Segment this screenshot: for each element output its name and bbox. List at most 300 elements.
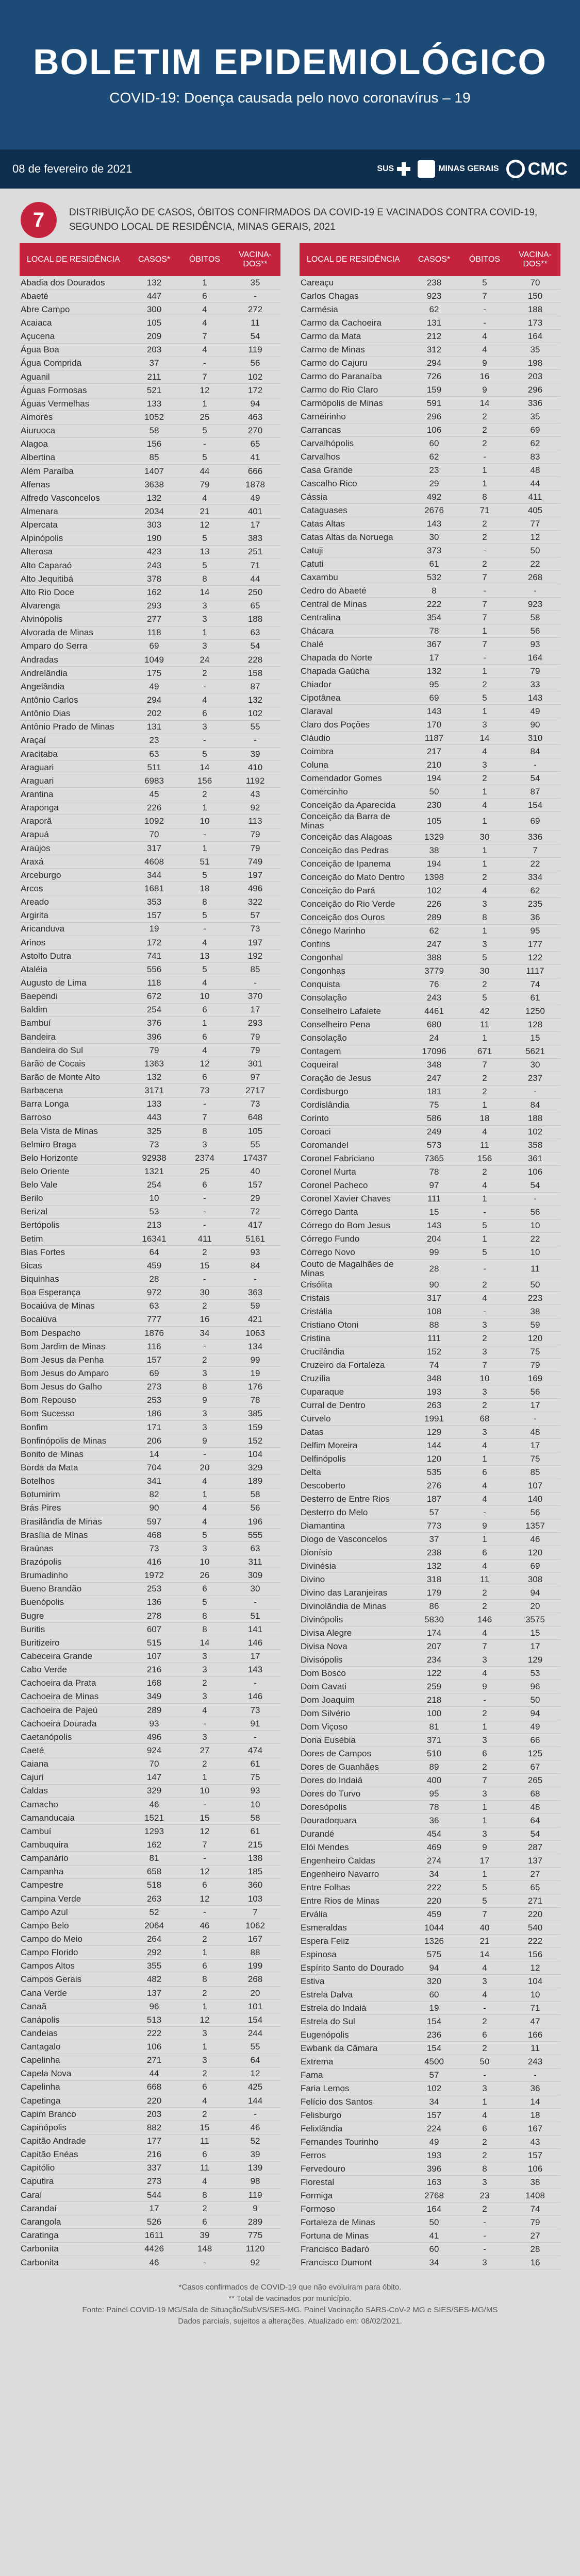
cell-casos: 271: [129, 2054, 179, 2067]
table-row: [300, 1667, 560, 1680]
cell-vacinados: 48: [510, 1426, 560, 1439]
cell-local: Córrego Fundo: [300, 1233, 409, 1246]
table-row: [20, 667, 280, 680]
cell-local: Dores do Turvo: [300, 1787, 409, 1801]
cell-obitos: 5: [459, 992, 510, 1005]
cell-obitos: 3: [459, 2176, 510, 2189]
cell-obitos: 3: [179, 2054, 230, 2067]
cell-vacinados: 250: [230, 586, 280, 599]
cell-casos: 137: [129, 1987, 179, 2000]
table-row: [300, 678, 560, 691]
table-row: [20, 2027, 280, 2040]
cell-obitos: 12: [179, 1866, 230, 1879]
cell-local: Bom Jesus do Amparo: [20, 1367, 129, 1380]
table-row: [20, 397, 280, 411]
cell-casos: 57: [409, 2069, 459, 2082]
cell-casos: 187: [409, 1493, 459, 1506]
cell-vacinados: 61: [510, 992, 560, 1005]
table-row: [20, 2148, 280, 2162]
cell-vacinados: 98: [230, 2175, 280, 2189]
cell-obitos: 6: [179, 1960, 230, 1973]
cell-obitos: 1: [179, 626, 230, 640]
table-row: [20, 976, 280, 990]
cell-obitos: 11: [179, 2162, 230, 2175]
cell-casos: 349: [129, 1690, 179, 1704]
cell-obitos: 3: [179, 640, 230, 653]
cell-vacinados: 188: [510, 1112, 560, 1126]
cell-vacinados: 75: [230, 1771, 280, 1785]
cell-casos: 143: [409, 705, 459, 718]
table-row: [20, 1259, 280, 1273]
cell-vacinados: 74: [510, 2202, 560, 2216]
cell-vacinados: -: [510, 1412, 560, 1426]
cell-vacinados: 189: [230, 1475, 280, 1488]
cell-vacinados: 289: [230, 2215, 280, 2229]
cell-vacinados: 87: [230, 680, 280, 693]
table-row: [20, 519, 280, 532]
cell-casos: 226: [129, 801, 179, 815]
cell-local: Dores do Indaiá: [300, 1774, 409, 1787]
cell-obitos: 2374: [179, 1151, 230, 1165]
cell-casos: 575: [409, 1948, 459, 1961]
cell-vacinados: 199: [230, 1960, 280, 1973]
table-row: [20, 2189, 280, 2202]
cell-obitos: 6: [179, 1030, 230, 1044]
cell-vacinados: 61: [230, 1757, 280, 1771]
cell-obitos: 6: [179, 1071, 230, 1084]
cell-local: Arapuá: [20, 828, 129, 842]
cell-obitos: 411: [179, 1232, 230, 1246]
table-row: [300, 1032, 560, 1045]
cell-casos: 132: [129, 1071, 179, 1084]
cell-local: Cruzília: [300, 1372, 409, 1385]
cell-local: Chiador: [300, 678, 409, 691]
cell-vacinados: -: [230, 290, 280, 303]
table-row: [20, 2202, 280, 2215]
cell-casos: 75: [409, 1099, 459, 1112]
cell-local: Cascalho Rico: [300, 477, 409, 490]
cell-casos: 60: [409, 1988, 459, 2002]
cell-obitos: 6: [179, 1879, 230, 1892]
table-row: [20, 1381, 280, 1394]
cell-local: Bandeira: [20, 1030, 129, 1044]
table-row: [20, 1515, 280, 1529]
table-row: [20, 748, 280, 761]
cell-vacinados: 43: [230, 788, 280, 801]
cell-local: Acaiaca: [20, 316, 129, 330]
table-row: [300, 1787, 560, 1801]
cell-local: Brumadinho: [20, 1569, 129, 1583]
table-row: [20, 707, 280, 721]
cell-obitos: 2: [459, 2149, 510, 2162]
cell-vacinados: 61: [230, 1825, 280, 1838]
cell-local: Conceição da Aparecida: [300, 799, 409, 812]
cell-local: Divinolândia de Minas: [300, 1600, 409, 1613]
cell-vacinados: 48: [510, 1801, 560, 1814]
table-row: [300, 1573, 560, 1586]
cell-local: Estrela do Sul: [300, 2015, 409, 2028]
table-row: [20, 546, 280, 559]
table-row: [300, 1801, 560, 1814]
cell-obitos: 6: [179, 2148, 230, 2162]
cell-obitos: 3: [459, 2082, 510, 2095]
cell-casos: 704: [129, 1461, 179, 1475]
cell-local: Dona Eusébia: [300, 1734, 409, 1747]
table-row: [300, 1948, 560, 1961]
cell-local: Carmo da Mata: [300, 330, 409, 343]
cell-local: Crisólita: [300, 1278, 409, 1292]
table-row: [20, 1273, 280, 1286]
logos: [377, 159, 568, 179]
table-row: [20, 1286, 280, 1300]
table-row: [300, 437, 560, 450]
cell-vacinados: 68: [510, 1787, 560, 1801]
cell-local: Coimbra: [300, 745, 409, 758]
table-row: [20, 1690, 280, 1704]
cell-casos: 157: [409, 2109, 459, 2122]
cell-local: Cuparaque: [300, 1385, 409, 1399]
cell-casos: 726: [409, 370, 459, 383]
cell-obitos: 21: [459, 1935, 510, 1948]
cell-vacinados: -: [230, 1273, 280, 1286]
cell-casos: 277: [129, 613, 179, 626]
cell-local: Amparo do Serra: [20, 640, 129, 653]
cell-local: Biquinhas: [20, 1273, 129, 1286]
table-row: [20, 2121, 280, 2134]
table-row: [300, 276, 560, 290]
cell-vacinados: 11: [510, 1260, 560, 1279]
header-local: LOCAL DE RESIDÊNCIA: [300, 243, 409, 276]
footnote-line: *Casos confirmados de COVID-19 que não evoluíram para óbito.: [178, 2283, 402, 2292]
cell-obitos: -: [179, 1717, 230, 1731]
cell-local: Claraval: [300, 705, 409, 718]
table-row: [300, 1005, 560, 1019]
cell-vacinados: 22: [510, 1233, 560, 1246]
cell-local: Ervália: [300, 1908, 409, 1921]
table-row: [300, 1260, 560, 1279]
cell-obitos: 8: [179, 1381, 230, 1394]
cell-vacinados: 144: [230, 2094, 280, 2108]
cell-vacinados: 197: [230, 869, 280, 882]
table-row: [300, 1479, 560, 1493]
table-row: [20, 1408, 280, 1421]
cell-obitos: 3: [459, 898, 510, 911]
cell-casos: 354: [409, 611, 459, 624]
cell-obitos: 1: [459, 2095, 510, 2109]
cell-vacinados: 223: [510, 1292, 560, 1305]
cell-obitos: 4: [179, 316, 230, 330]
cell-obitos: -: [179, 2256, 230, 2270]
table-row: [20, 1529, 280, 1542]
table-row: [300, 885, 560, 898]
cell-vacinados: 370: [230, 990, 280, 1003]
cell-casos: 373: [409, 544, 459, 557]
table-caption-text: DISTRIBUIÇÃO DE CASOS, ÓBITOS CONFIRMADOS DA COVID-19 E VACINADOS CONTRA COVID-19, SEGUNDO LOCAL DE RESIDÊNCIA, MINAS GERAIS, 2021: [69, 207, 538, 232]
cell-casos: 209: [129, 330, 179, 344]
cell-casos: 157: [129, 909, 179, 923]
cell-vacinados: 40: [230, 1165, 280, 1178]
cell-casos: 341: [129, 1475, 179, 1488]
table-row: [20, 2108, 280, 2121]
cell-obitos: 1: [459, 624, 510, 638]
cell-vacinados: 251: [230, 546, 280, 559]
cell-obitos: 3: [179, 1690, 230, 1704]
table-row: [20, 1609, 280, 1623]
cell-vacinados: 2717: [230, 1084, 280, 1097]
table-row: [300, 1935, 560, 1948]
cell-local: Belo Horizonte: [20, 1151, 129, 1165]
cell-casos: 3638: [129, 478, 179, 492]
cell-casos: 156: [129, 438, 179, 451]
cell-casos: 276: [409, 1479, 459, 1493]
cell-local: Campos Gerais: [20, 1973, 129, 1987]
table-row: [20, 1798, 280, 1811]
cell-local: Cajuri: [20, 1771, 129, 1785]
cell-vacinados: 134: [230, 1340, 280, 1353]
cell-vacinados: 56: [510, 1506, 560, 1519]
cell-casos: 348: [409, 1372, 459, 1385]
cell-local: Curvelo: [300, 1412, 409, 1426]
cell-obitos: 6: [179, 290, 230, 303]
cell-vacinados: 96: [510, 1680, 560, 1693]
cell-casos: 511: [129, 761, 179, 774]
cell-local: Alfredo Vasconcelos: [20, 492, 129, 505]
cell-local: Cipotânea: [300, 691, 409, 705]
table-row: [20, 1636, 280, 1650]
table-row: [300, 831, 560, 844]
cell-local: Chapada do Norte: [300, 651, 409, 665]
cell-vacinados: 99: [230, 1353, 280, 1367]
cell-vacinados: 1117: [510, 965, 560, 978]
cell-casos: 459: [129, 1259, 179, 1273]
cell-casos: 220: [409, 1894, 459, 1908]
cell-casos: 49: [129, 680, 179, 693]
cell-local: Caratinga: [20, 2229, 129, 2242]
table-row: [300, 925, 560, 938]
cell-vacinados: 106: [510, 1166, 560, 1179]
cell-casos: 94: [409, 1961, 459, 1975]
cell-casos: 289: [129, 1704, 179, 1717]
table-row: [300, 1560, 560, 1573]
cell-obitos: 8: [459, 911, 510, 925]
cell-casos: 116: [129, 1340, 179, 1353]
cell-local: Ewbank da Câmara: [300, 2042, 409, 2055]
cell-local: Doresópolis: [300, 1801, 409, 1814]
cell-obitos: 17: [459, 1854, 510, 1868]
table-row: [20, 1475, 280, 1488]
cell-vacinados: 154: [510, 799, 560, 812]
cell-casos: 131: [129, 721, 179, 734]
table-row: [300, 691, 560, 705]
cell-casos: 164: [409, 2202, 459, 2216]
cell-obitos: 30: [459, 965, 510, 978]
cell-vacinados: 177: [510, 938, 560, 952]
cell-vacinados: 51: [230, 1609, 280, 1623]
table-row: [300, 965, 560, 978]
cell-vacinados: 9: [230, 2202, 280, 2215]
cell-obitos: 2: [179, 1933, 230, 1946]
cell-vacinados: 33: [510, 678, 560, 691]
cell-obitos: 1: [179, 1488, 230, 1502]
cell-local: Brasília de Minas: [20, 1529, 129, 1542]
cell-casos: 81: [129, 1852, 179, 1865]
table-row: [20, 1717, 280, 1731]
table-row: [300, 1072, 560, 1086]
cell-obitos: 6: [179, 2215, 230, 2229]
cell-vacinados: 50: [510, 1278, 560, 1292]
cell-casos: 69: [409, 691, 459, 705]
cell-obitos: -: [179, 680, 230, 693]
cell-casos: 1407: [129, 465, 179, 478]
cell-vacinados: 222: [510, 1935, 560, 1948]
table-row: [300, 1653, 560, 1667]
cell-local: Bela Vista de Minas: [20, 1125, 129, 1138]
cell-casos: 212: [409, 330, 459, 343]
cell-vacinados: 336: [510, 397, 560, 410]
cell-obitos: 671: [459, 1045, 510, 1059]
cell-vacinados: 35: [510, 343, 560, 357]
cell-vacinados: 158: [230, 667, 280, 680]
cell-casos: 10: [129, 1192, 179, 1206]
cell-local: Conceição das Pedras: [300, 844, 409, 858]
cell-local: Conceição da Barra de Minas: [300, 812, 409, 831]
cell-obitos: 3: [179, 599, 230, 613]
table-row: [300, 1680, 560, 1693]
cell-local: Aricanduva: [20, 923, 129, 936]
cell-vacinados: 73: [230, 1098, 280, 1111]
cell-local: Caxambu: [300, 571, 409, 584]
cell-casos: 154: [409, 2015, 459, 2028]
cell-vacinados: 363: [230, 1286, 280, 1300]
cell-obitos: 16: [459, 370, 510, 383]
cell-vacinados: 334: [510, 871, 560, 885]
cell-obitos: 3: [459, 1653, 510, 1667]
table-row: [300, 397, 560, 410]
cell-obitos: 7: [179, 1111, 230, 1125]
cell-local: Alvorada de Minas: [20, 626, 129, 640]
cell-vacinados: 93: [230, 1246, 280, 1259]
table-row: [300, 370, 560, 383]
cell-local: Fortuna de Minas: [300, 2229, 409, 2243]
cell-casos: 482: [129, 1973, 179, 1987]
cell-vacinados: 5161: [230, 1232, 280, 1246]
cell-local: Brasilândia de Minas: [20, 1515, 129, 1529]
cell-obitos: 42: [459, 1005, 510, 1019]
cell-vacinados: -: [230, 1731, 280, 1744]
cell-casos: 168: [129, 1677, 179, 1690]
cell-vacinados: 107: [510, 1479, 560, 1493]
cell-obitos: 14: [459, 1948, 510, 1961]
table-row: [20, 1785, 280, 1798]
cell-local: Alto Rio Doce: [20, 586, 129, 599]
table-row: [20, 1327, 280, 1340]
cell-obitos: 9: [459, 383, 510, 397]
cell-local: Córrego do Bom Jesus: [300, 1219, 409, 1233]
cell-casos: 53: [129, 1206, 179, 1219]
table-row: [20, 936, 280, 950]
cell-casos: 296: [409, 410, 459, 423]
cell-obitos: 12: [179, 384, 230, 397]
cell-local: Conselheiro Pena: [300, 1019, 409, 1032]
table-row: [20, 1165, 280, 1178]
cell-vacinados: 54: [230, 640, 280, 653]
cell-vacinados: 322: [230, 895, 280, 909]
cell-obitos: 1: [179, 2040, 230, 2054]
cell-vacinados: 91: [230, 1717, 280, 1731]
cell-vacinados: 74: [510, 978, 560, 992]
cell-vacinados: 146: [230, 1690, 280, 1704]
cell-local: Cambuquira: [20, 1838, 129, 1852]
cell-obitos: 6: [459, 2028, 510, 2042]
cell-vacinados: 1357: [510, 1519, 560, 1533]
cell-local: Abadia dos Dourados: [20, 276, 129, 290]
cell-local: Diamantina: [300, 1519, 409, 1533]
cell-casos: 58: [129, 425, 179, 438]
cell-local: Araújos: [20, 842, 129, 855]
cell-vacinados: 19: [230, 1367, 280, 1380]
cell-local: Antônio Dias: [20, 707, 129, 721]
cell-local: Caldas: [20, 1785, 129, 1798]
cell-casos: 172: [129, 936, 179, 950]
cell-vacinados: -: [510, 1193, 560, 1206]
cell-casos: 672: [129, 990, 179, 1003]
cell-local: Carmo do Paranaíba: [300, 370, 409, 383]
table-row: [300, 638, 560, 651]
cell-obitos: 1: [179, 842, 230, 855]
table-row: [20, 626, 280, 640]
cell-local: Formoso: [300, 2202, 409, 2216]
table-row: [300, 1586, 560, 1600]
cell-casos: 170: [409, 718, 459, 732]
table-row: [300, 450, 560, 464]
cell-local: Dores de Guanhães: [300, 1760, 409, 1774]
cell-obitos: 30: [179, 1286, 230, 1300]
cell-local: Capelinha: [20, 2054, 129, 2067]
cell-local: Araporã: [20, 815, 129, 828]
table-row: [20, 882, 280, 895]
cell-local: Brás Pires: [20, 1502, 129, 1515]
cell-casos: 1363: [129, 1057, 179, 1071]
cell-local: Alvarenga: [20, 599, 129, 613]
cell-vacinados: 17: [510, 1399, 560, 1412]
cell-local: Cedro do Abaeté: [300, 584, 409, 598]
table-caption: [0, 189, 580, 243]
cell-local: Felixlândia: [300, 2122, 409, 2136]
cell-local: Braúnas: [20, 1542, 129, 1555]
cell-obitos: 3: [179, 721, 230, 734]
cell-local: Abaeté: [20, 290, 129, 303]
footnote-line: ** Total de vacinados por município.: [228, 2294, 352, 2303]
cell-local: Bueno Brandão: [20, 1583, 129, 1596]
table-row: [300, 1385, 560, 1399]
cell-local: Chácara: [300, 624, 409, 638]
cell-vacinados: 16: [510, 2256, 560, 2269]
cell-vacinados: 775: [230, 2229, 280, 2242]
cell-vacinados: 79: [510, 2216, 560, 2229]
cell-local: Carmésia: [300, 303, 409, 316]
cmc-logo-text: CMC: [527, 159, 568, 179]
cell-casos: 206: [129, 1434, 179, 1448]
table-row: [20, 1757, 280, 1771]
cell-casos: 924: [129, 1744, 179, 1757]
cell-obitos: 2: [179, 2108, 230, 2121]
cell-vacinados: 73: [230, 1704, 280, 1717]
cell-casos: 496: [129, 1731, 179, 1744]
cell-local: Cristais: [300, 1292, 409, 1305]
cell-vacinados: 410: [230, 761, 280, 774]
cell-casos: 95: [409, 678, 459, 691]
cell-vacinados: 198: [510, 357, 560, 370]
